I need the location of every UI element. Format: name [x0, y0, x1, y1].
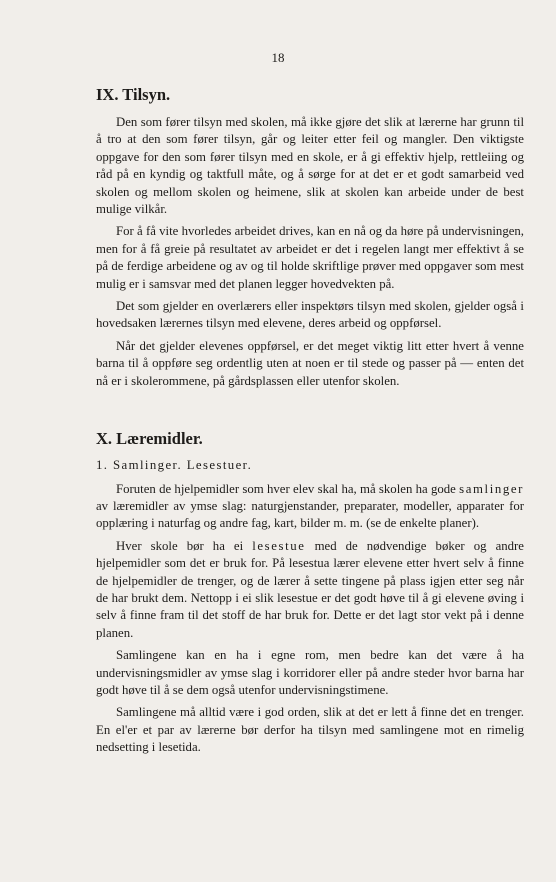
- paragraph: Samlingene kan en ha i egne rom, men bedre kan det være å ha undervisningsmidler av ymse slag i korridorer eller på andre steder hvor barna har godt høve til å se dem også utenfor undervisningstimene.: [96, 648, 524, 697]
- page-number: 18: [271, 50, 285, 65]
- paragraph: Det som gjelder en overlærers eller inspektørs tilsyn med skolen, gjelder også i hovedsaken lærernes tilsyn med elevene, deres arbeid og oppførsel.: [96, 299, 524, 331]
- subsection-heading: 1. Samlinger. Lesestuer.: [96, 458, 253, 473]
- text-run: med de nødvendige bøker og andre hjelpemidler som det er bruk for. På lesestua lærer elevene etter hvert selv å finne de hjelpemidler de trenger, og de lærer å sette tingene på plass igjen etter seg når de har brukt dem. Nettopp i ei slik lesestue er det godt høve til å gi elevene øving i selv å finne fram til det stoff de har bruk for. Dette er det lagt stor vekt på i denne planen.: [96, 538, 524, 640]
- text-run: Foruten de hjelpemidler som hver elev skal ha, må skolen ha gode: [116, 481, 460, 496]
- section-heading-tilsyn: IX. Tilsyn.: [96, 85, 171, 104]
- paragraph: Samlingene må alltid være i god orden, slik at det er lett å finne det en trenger. En el'er et par av lærerne bør derfor ha tilsyn med samlingene mot en rimelig nedsetting i lesetida.: [96, 705, 524, 755]
- paragraph: Den som fører tilsyn med skolen, må ikke gjøre det slik at lærerne har grunn til å tro at den som fører tilsyn, går og leiter etter feil og mangler. Den viktigste oppgave for den som fører tilsyn med en skole, er å gi effektiv hjelp, rettleiing og råd på en kyndig og taktfull måte, og å sørge for at det er et godt samarbeid ved skolen og mellom skolen og heimene, slik at skolen kan arbeide under de best mulige vilkår.: [96, 115, 524, 217]
- text-run: Hver skole bør ha ei: [116, 538, 253, 553]
- emphasized-term: lesestue: [252, 538, 306, 553]
- text-run: av læremidler av ymse slag: naturgjenstander, preparater, modeller, apparater for opplæring i naturfag og andre fag, kart, bilder m. m. (se de enkelte planer).: [96, 498, 524, 531]
- section-heading-laeremidler: X. Læremidler.: [96, 429, 203, 449]
- paragraph: [96, 481, 524, 533]
- paragraph: For å få vite hvorledes arbeidet drives, kan en nå og da høre på undervisningen, men for å få greie på resultatet av arbeidet er det i regelen langt mer effektivt å se på de ferdige arbeidene og av og til holde skriftlige prøver med oppgaver som mest mulig er i samsvar med det planen legger hovedvekten på.: [96, 224, 524, 291]
- emphasized-term: samlinger: [459, 481, 524, 496]
- paragraph: Når det gjelder elevenes oppførsel, er det meget viktig litt etter hvert å venne barna til å oppføre seg ordentlig uten at noen er til stede og passer på — enten det nå er i skolerommene, på gårdsplassen eller utenfor skolen.: [96, 338, 524, 388]
- page-content: [96, 84, 524, 762]
- paragraph: [96, 538, 524, 642]
